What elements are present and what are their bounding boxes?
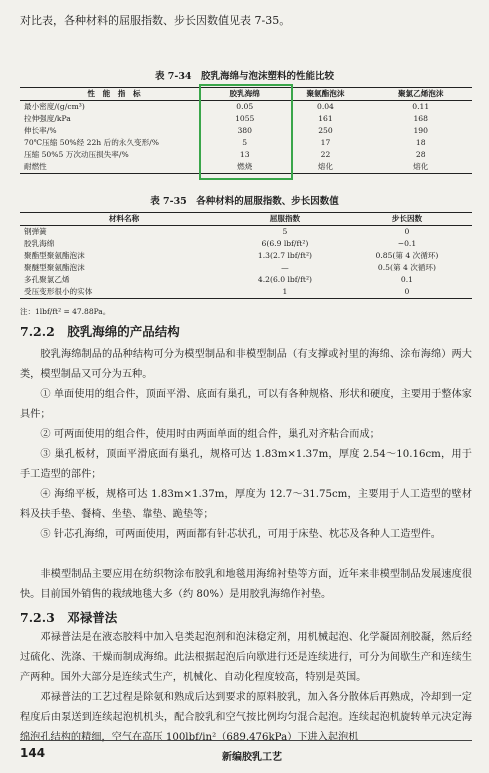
paragraph: ④ 海绵平板，规格可达 1.83m×1.37m，厚度为 12.7～31.75cm，主要用于人工造型的壁材料及扶手垫、餐椅、坐垫、靠垫、跪垫等； (20, 489, 472, 520)
table-row (20, 274, 472, 286)
table-cell: 聚醚型聚氨酯泡沫 (24, 263, 85, 272)
column-highlight-box (199, 84, 293, 180)
table-cell: 拉伸强度/kPa (24, 114, 71, 123)
table-cell: 28 (415, 150, 426, 159)
header-cell: 步长因数 (391, 214, 423, 223)
header-cell: 屈服指数 (269, 214, 301, 223)
table-row (20, 238, 472, 250)
table-cell: 燃烧 (237, 162, 253, 171)
book-title: 新编胶乳工艺 (222, 752, 282, 763)
table-7-35 (20, 212, 472, 299)
table-cell: 17 (320, 138, 331, 147)
table-cell: 0 (404, 287, 410, 296)
table-cell: 380 (237, 126, 252, 135)
table-cell: 最小密度/(g/cm³) (24, 102, 85, 111)
paragraph: ① 单面使用的组合件，顶面平滑、底面有巢孔，可以有各种规格、形状和硬度，主要用于整体家具件； (20, 389, 472, 420)
header-cell: 聚氨酯泡沫 (306, 89, 345, 98)
paragraph: ② 可两面使用的组合件，使用时由两面单面的组合件，巢孔对齐粘合而成； (40, 429, 380, 440)
paragraph: 胶乳海绵制品的品种结构可分为模型制品和非模型制品（有支撑或衬里的海绵、涂布海绵）两大类，模型制品又可分为五种。 (20, 349, 472, 380)
table-cell: 0.11 (412, 102, 430, 111)
section-heading-7-2-2: 7.2.2 胶乳海绵的产品结构 (20, 324, 180, 339)
table-row (20, 262, 472, 274)
table-cell: 胶乳海绵 (24, 239, 55, 248)
table-cell: 熔化 (413, 162, 429, 171)
table-cell: 多孔聚氯乙烯 (24, 275, 70, 284)
table-cell: 0.5(第 4 次循环) (377, 263, 436, 272)
paragraph: ⑤ 针芯孔海绵，可两面使用，两面都有针芯状孔，可用于床垫、枕芯及各种人工造型件。 (40, 529, 441, 540)
table-cell: — (281, 263, 289, 272)
header-cell: 聚氯乙烯泡沫 (397, 89, 444, 98)
table-cell: 伸长率/% (24, 126, 57, 135)
table-row (20, 250, 472, 262)
page-number: 144 (20, 746, 46, 760)
paragraph: ③ 巢孔板材，顶面平滑底面有巢孔，规格可达 1.83m×1.37m，厚度 2.54～10.16cm，用于手工造型的部件； (20, 449, 472, 480)
table-cell: 1055 (235, 114, 255, 123)
table-cell: 0.04 (316, 102, 334, 111)
table-cell: 22 (320, 150, 331, 159)
table-row (20, 286, 472, 299)
table-cell: 0.05 (236, 102, 254, 111)
table-cell: −0.1 (397, 239, 417, 248)
header-cell: 材料名称 (108, 214, 140, 223)
header-cell: 性 能 指 标 (87, 89, 141, 98)
paragraph: 非模型制品主要应用在纺织物涂布胶乳和地毯用海绵衬垫等方面，近年来非模型制品发展速度很快。目前国外销售的栽绒地毯大多（约 80%）是用胶乳海绵作衬垫。 (20, 569, 472, 600)
table-row (20, 226, 472, 239)
table-note: 注：1lbf/ft² = 47.88Pa。 (20, 307, 111, 316)
table-cell: 1 (282, 287, 288, 296)
table-cell: 耐燃性 (24, 162, 47, 171)
table-cell: 168 (413, 114, 428, 123)
table-cell: 6(6.9 lbf/ft²) (261, 239, 309, 248)
table-cell: 161 (318, 114, 333, 123)
section-heading-7-2-3: 7.2.3 邓禄普法 (20, 610, 118, 625)
table-cell: 压缩 50%5 万次动压损失率/% (24, 150, 129, 159)
table-cell: 4.2(6.0 lbf/ft²) (257, 275, 312, 284)
table-cell: 聚酯型聚氨酯泡沫 (24, 251, 85, 260)
table-7-35-caption: 表 7-35 各种材料的屈服指数、步长因数值 (150, 196, 339, 207)
table-cell: 0 (404, 227, 410, 236)
intro-text: 对比表，各种材料的屈服指数、步长因数值见表 7-35。 (20, 14, 291, 27)
table-cell: 受压变形很小的实体 (24, 287, 93, 296)
table-7-34-caption: 表 7-34 胶乳海绵与泡沫塑料的性能比较 (154, 71, 335, 82)
paragraph: 邓禄普法的工艺过程是除氨和熟成后达到要求的原料胶乳，加入各分散体后再熟成，冷却到一定程度后由泵送到连续起泡机机头，配合胶乳和空气按比例均匀混合起泡。连续起泡机旋转单元决定海绵泡孔结构的精细，空气在高压 100lbf/in²（689.476kPa）下进入起泡机 (20, 692, 472, 743)
table-cell: 钢弹簧 (24, 227, 47, 236)
table-cell: 1.3(2.7 lbf/ft²) (257, 251, 312, 260)
header-cell: 胶乳海绵 (229, 89, 260, 98)
table-cell: 70℃压缩 50%经 22h 后的永久变形/% (24, 138, 159, 147)
paragraph: 邓禄普法是在液态胶料中加入皂类起泡剂和泡沫稳定剂，用机械起泡、化学凝固剂胶凝，然后经过硫化、洗涤、干燥而制成海绵。此法根据起泡后向歇进行还是连续进行，可分为间歇生产和连续生产两种。国外大部分是连续式生产，机械化、自动化程度较高，特别是英国。 (20, 632, 472, 683)
table-cell: 0.85(第 4 次循环) (375, 251, 439, 260)
table-cell: 250 (318, 126, 333, 135)
table-cell: 190 (413, 126, 428, 135)
table-cell: 13 (239, 150, 250, 159)
table-cell: 18 (415, 138, 426, 147)
footer-rule (20, 740, 472, 741)
table-cell: 5 (242, 138, 248, 147)
table-cell: 5 (282, 227, 288, 236)
table-cell: 熔化 (317, 162, 334, 171)
table-header-row (20, 213, 472, 226)
table-cell: 0.1 (400, 275, 413, 284)
